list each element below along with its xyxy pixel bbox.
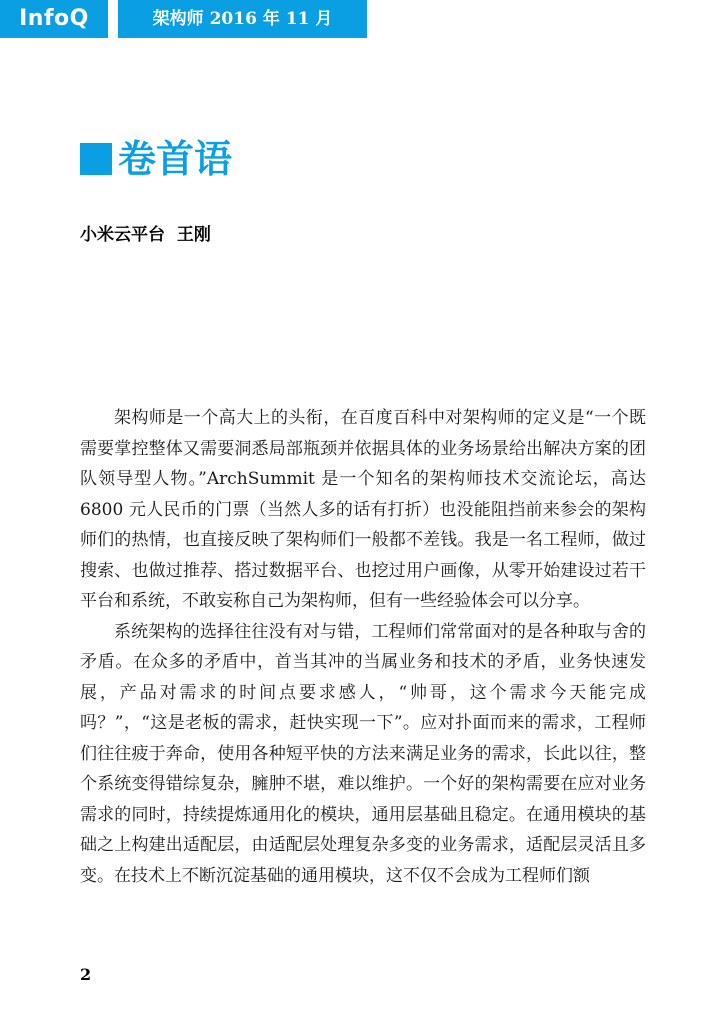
title-square-icon — [80, 143, 112, 175]
paragraph: 系统架构的选择往往没有对与错，工程师们常常面对的是各种取与舍的矛盾。在众多的矛盾中，首当其冲的当属业务和技术的矛盾，业务快速发展，产品对需求的时间点要求感人，“帅哥，这个需求今天能完成吗？”，“这是老板的需求，赶快实现一下”。应对扑面而来的需求，工程师们往往疲于奔命，使用各种短平快的方法来满足业务的需求，长此以往，整个系统变得错综复杂，臃肿不堪，难以维护。一个好的架构需要在应对业务需求的同时，持续提炼通用化的模块，通用层基础且稳定。在通用模块的基础之上构建出适配层，由适配层处理复杂多变的业务需求，适配层灵活且多变。在技术上不断沉淀基础的通用模块，这不仅不会成为工程师们额 — [80, 621, 646, 886]
infoq-logo: InfoQ — [0, 0, 108, 38]
section-title — [80, 134, 232, 184]
page-number: 2 — [80, 965, 92, 984]
article-body — [80, 403, 646, 891]
author-line: 小米云平台 王刚 — [80, 225, 211, 245]
issue-header: 架构师 2016 年 11 月 — [118, 0, 367, 38]
section-title-text: 卷首语 — [118, 136, 233, 181]
paragraph: 架构师是一个高大上的头衔，在百度百科中对架构师的定义是“一个既需要掌控整体又需要洞悉局部瓶颈并依据具体的业务场景给出解决方案的团队领导型人物。”ArchSummit 是一个知名的架构师技术交流论坛，高达 6800 元人民币的门票（当然人多的话有打折）也没能阻挡前来参会的架构师们的热情，也直接反映了架构师们一般都不差钱。我是一名工程师，做过搜索、也做过推荐、搭过数据平台、也挖过用户画像，从零开始建设过若干平台和系统，不敢妄称自己为架构师，但有一些经验体会可以分享。 — [80, 408, 646, 611]
